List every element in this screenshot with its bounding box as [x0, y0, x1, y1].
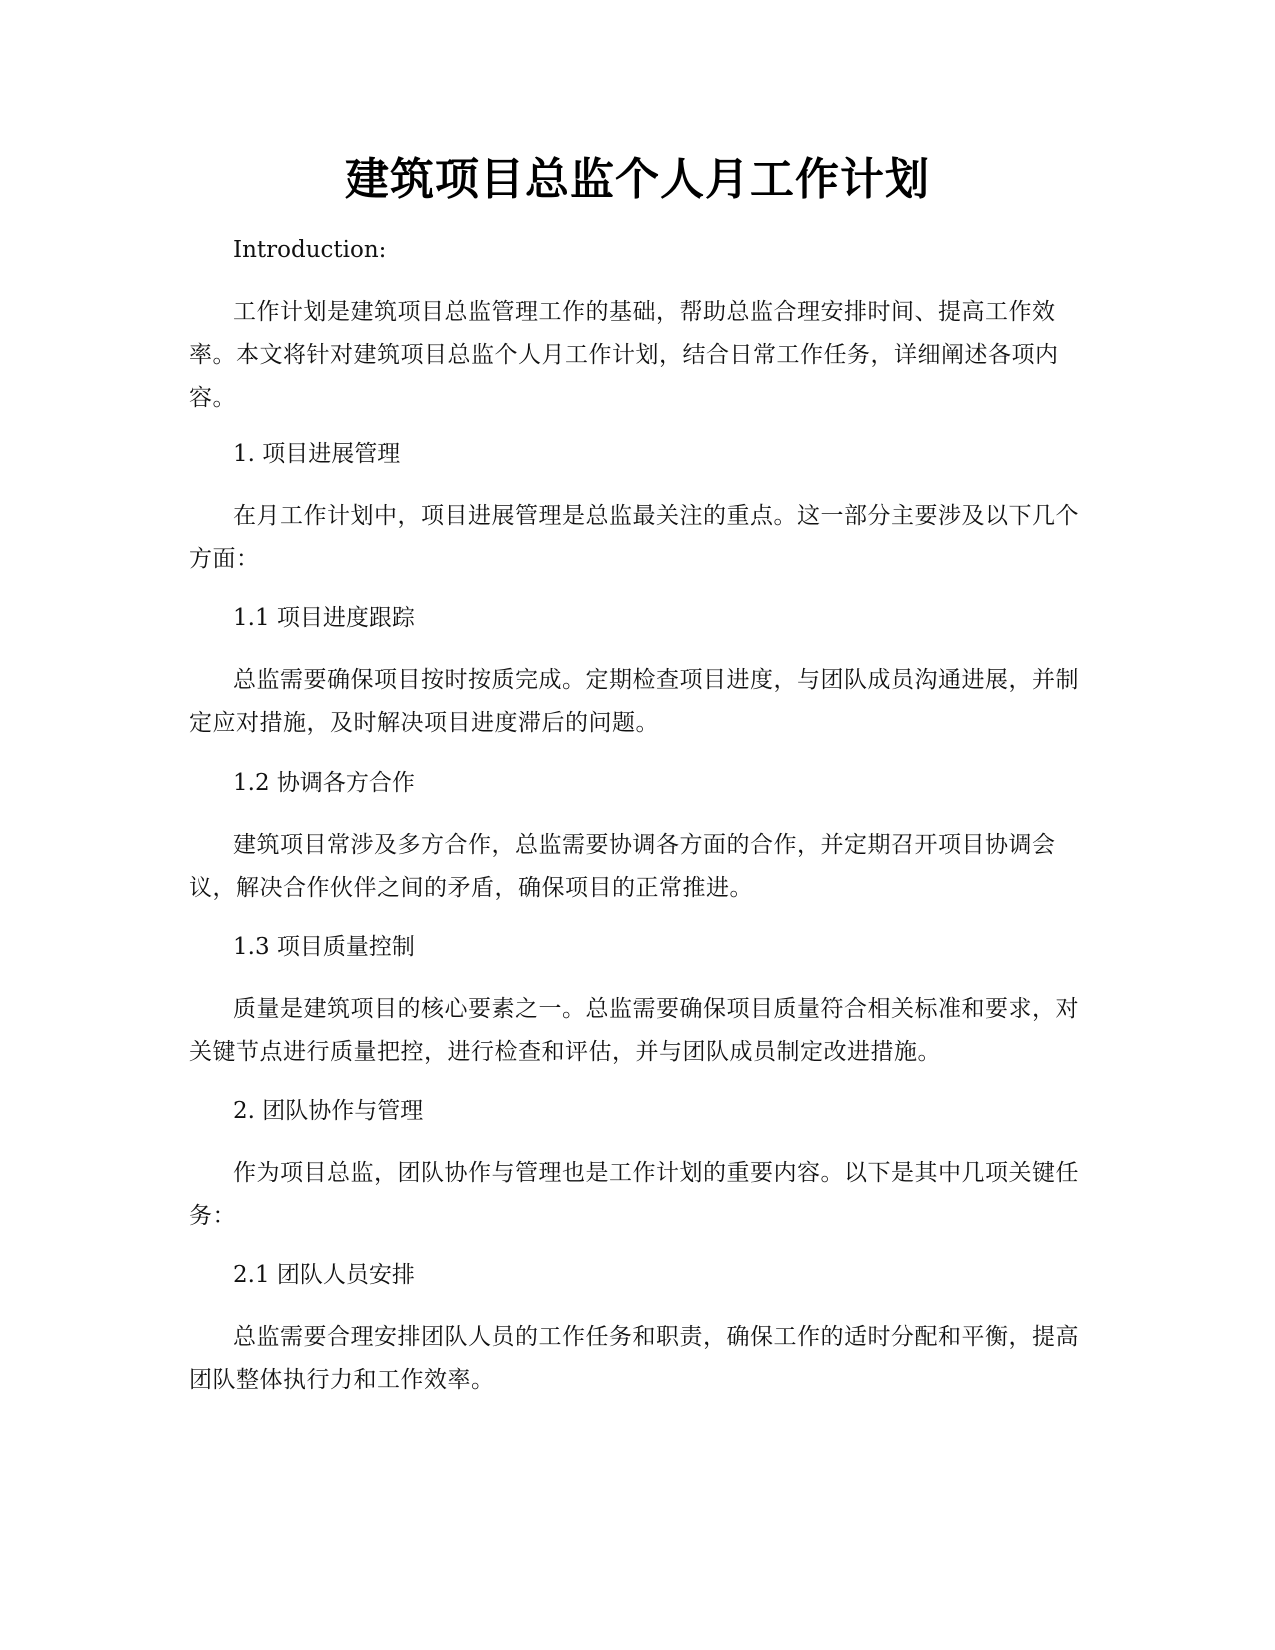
document-title: 建筑项目总监个人月工作计划	[345, 154, 930, 205]
section-1-2-paragraph: 建筑项目常涉及多方合作，总监需要协调各方面的合作，并定期召开项目协调会议，解决合作伙伴之间的矛盾，确保项目的正常推进。	[189, 832, 1056, 901]
section-2-1-heading: 2.1 团队人员安排	[233, 1262, 415, 1288]
section-2-1-paragraph: 总监需要合理安排团队人员的工作任务和职责，确保工作的适时分配和平衡，提高团队整体执行力和工作效率。	[189, 1324, 1079, 1393]
intro-label: Introduction:	[233, 237, 387, 263]
section-1-3-paragraph: 质量是建筑项目的核心要素之一。总监需要确保项目质量符合相关标准和要求，对关键节点进行质量把控，进行检查和评估，并与团队成员制定改进措施。	[189, 996, 1079, 1065]
section-1-1-heading: 1.1 项目进度跟踪	[233, 605, 415, 631]
section-1-1-paragraph: 总监需要确保项目按时按质完成。定期检查项目进度，与团队成员沟通进展，并制定应对措施，及时解决项目进度滞后的问题。	[189, 667, 1079, 736]
section-1-2-heading: 1.2 协调各方合作	[233, 770, 415, 796]
section-1-3-heading: 1.3 项目质量控制	[233, 934, 415, 960]
section-2-heading: 2. 团队协作与管理	[233, 1098, 424, 1124]
intro-paragraph: 工作计划是建筑项目总监管理工作的基础，帮助总监合理安排时间、提高工作效率。本文将针对建筑项目总监个人月工作计划，结合日常工作任务，详细阐述各项内容。	[189, 299, 1059, 411]
section-1-heading: 1. 项目进展管理	[233, 441, 401, 467]
section-2-paragraph: 作为项目总监，团队协作与管理也是工作计划的重要内容。以下是其中几项关键任务：	[189, 1160, 1079, 1229]
section-1-paragraph: 在月工作计划中，项目进展管理是总监最关注的重点。这一部分主要涉及以下几个方面：	[189, 503, 1079, 572]
